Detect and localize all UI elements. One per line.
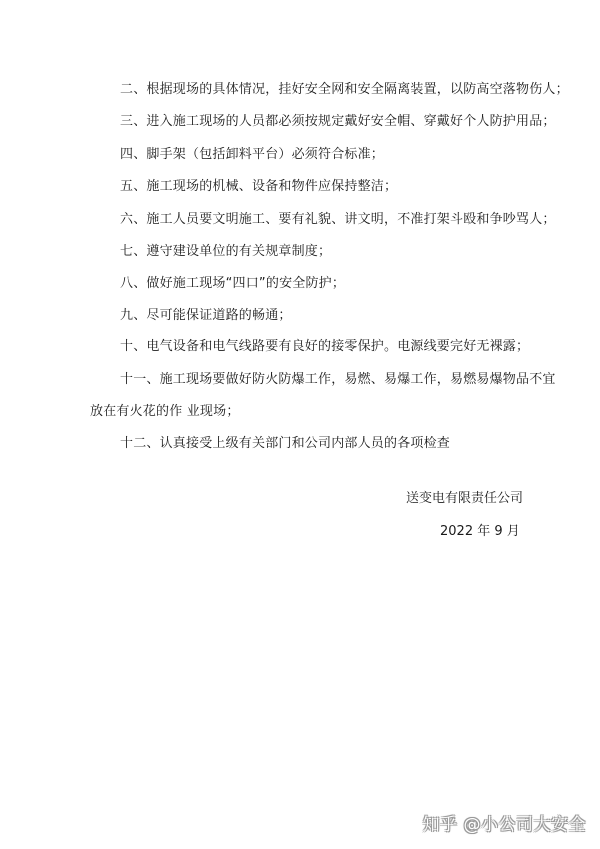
rule-item-5: 五、施工现场的机械、设备和物件应保持整洁；: [120, 179, 398, 194]
rule-item-11-continuation: 放在有火花的作 业现场；: [90, 404, 240, 419]
signature-date: 2022 年 9 月: [440, 524, 520, 539]
rule-item-9: 九、尽可能保证道路的畅通；: [120, 308, 292, 323]
rule-item-12: 十二、认真接受上级有关部门和公司内部人员的各项检查: [120, 436, 451, 451]
rule-item-3: 三、进入施工现场的人员都必须按规定戴好安全帽、穿戴好个人防护用品；: [120, 114, 556, 129]
rule-item-10: 十、电气设备和电气线路要有良好的接零保护。电源线要完好无裸露；: [120, 339, 530, 354]
rule-item-2: 二、根据现场的具体情况，挂好安全网和安全隔离装置，以防高空落物伤人；: [120, 82, 569, 97]
watermark: 知乎 @小公司大安全: [422, 815, 586, 835]
rule-item-11: 十一、施工现场要做好防火防爆工作，易燃、易爆工作，易燃易爆物品不宜: [120, 372, 556, 387]
rule-item-7: 七、遵守建设单位的有关规章制度；: [120, 244, 332, 259]
company-signature: 送变电有限责任公司: [406, 491, 524, 506]
rule-item-4: 四、脚手架（包括卸料平台）必须符合标准；: [120, 147, 385, 162]
rule-item-8: 八、做好施工现场“四口”的安全防护；: [120, 276, 346, 291]
rule-item-6: 六、施工人员要文明施工、要有礼貌、讲文明，不准打架斗殴和争吵骂人；: [120, 212, 556, 227]
